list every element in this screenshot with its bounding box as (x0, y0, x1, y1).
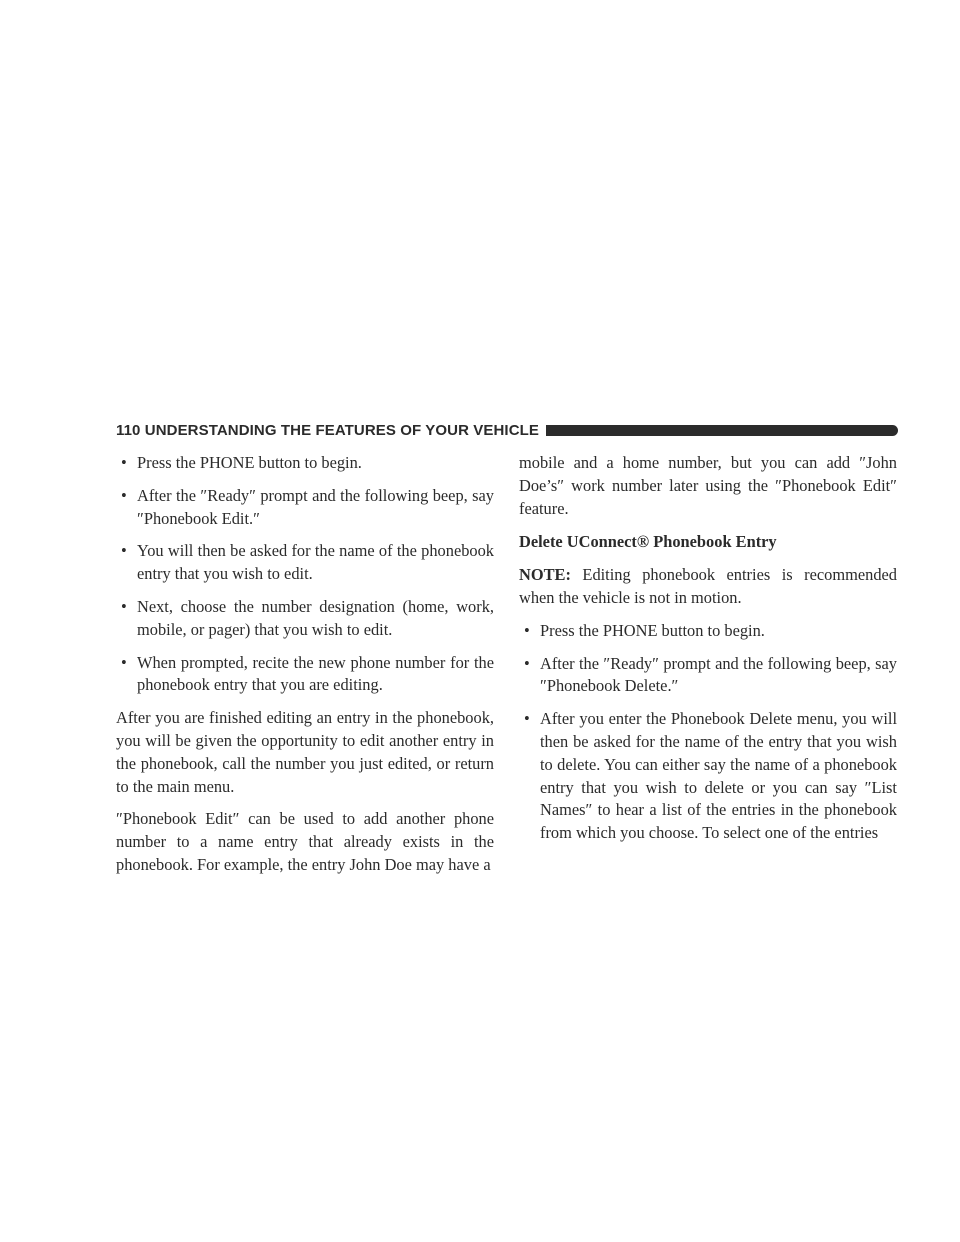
bullet-dot-icon: • (121, 596, 127, 616)
right-column (519, 452, 897, 855)
note-label: NOTE: (519, 565, 571, 585)
note-text: Editing phonebook entries is recommended when the vehicle is not in motion. (519, 565, 897, 607)
bullet-dot-icon: • (524, 653, 530, 673)
bullet-item (116, 652, 494, 698)
bullet-item (519, 653, 897, 699)
section-heading: Delete UConnect® Phonebook Entry (519, 532, 777, 552)
bullet-text: When prompted, recite the new phone number for the phonebook entry that you are editing. (137, 652, 494, 695)
page-header (116, 416, 898, 444)
bullet-dot-icon: • (121, 485, 127, 505)
bullet-item (116, 540, 494, 586)
bullet-dot-icon: • (524, 709, 530, 729)
bullet-text: After the ″Ready″ prompt and the following beep, say ″Phonebook Edit.″ (137, 485, 494, 528)
bullet-item (116, 596, 494, 642)
bullet-dot-icon: • (524, 620, 530, 640)
bullet-dot-icon: • (121, 453, 127, 472)
bullet-text: After you enter the Phonebook Delete menu, you will then be asked for the name of the entry that you wish to delete. You can either say the name of a phonebook entry that you wish to delete or you can say ″List Names″ to hear a list of the entries in the phonebook from which you choose. To select one of the entries (540, 709, 897, 843)
body-paragraph: ″Phonebook Edit″ can be used to add another phone number to a name entry that already exists in the phonebook. For example, the entry John Doe may have a (116, 809, 494, 874)
bullet-text: Press the PHONE button to begin. (540, 620, 765, 640)
bullet-item (519, 708, 897, 845)
header-rule-bar (546, 425, 898, 436)
bullet-item (519, 620, 897, 643)
body-paragraph: After you are finished editing an entry in the phonebook, you will be given the opportunity to edit another entry in the phonebook, call the number you just edited, or return to the main menu. (116, 708, 494, 796)
bullet-item (116, 452, 494, 475)
page-header-text: 110 UNDERSTANDING THE FEATURES OF YOUR VEHICLE (116, 421, 539, 439)
bullet-dot-icon: • (121, 652, 127, 672)
bullet-dot-icon: • (121, 541, 127, 561)
note-paragraph (519, 564, 897, 610)
bullet-text: You will then be asked for the name of the phonebook entry that you wish to edit. (137, 541, 494, 584)
bullet-text: Next, choose the number designation (home, work, mobile, or pager) that you wish to edit. (137, 596, 494, 639)
continued-paragraph: mobile and a home number, but you can add ″John Doe’s″ work number later using the ″Phonebook Edit″ feature. (519, 453, 897, 518)
bullet-text: After the ″Ready″ prompt and the following beep, say ″Phonebook Delete.″ (540, 653, 897, 696)
bullet-text: Press the PHONE button to begin. (137, 453, 362, 472)
left-column (116, 452, 494, 877)
bullet-item (116, 485, 494, 531)
